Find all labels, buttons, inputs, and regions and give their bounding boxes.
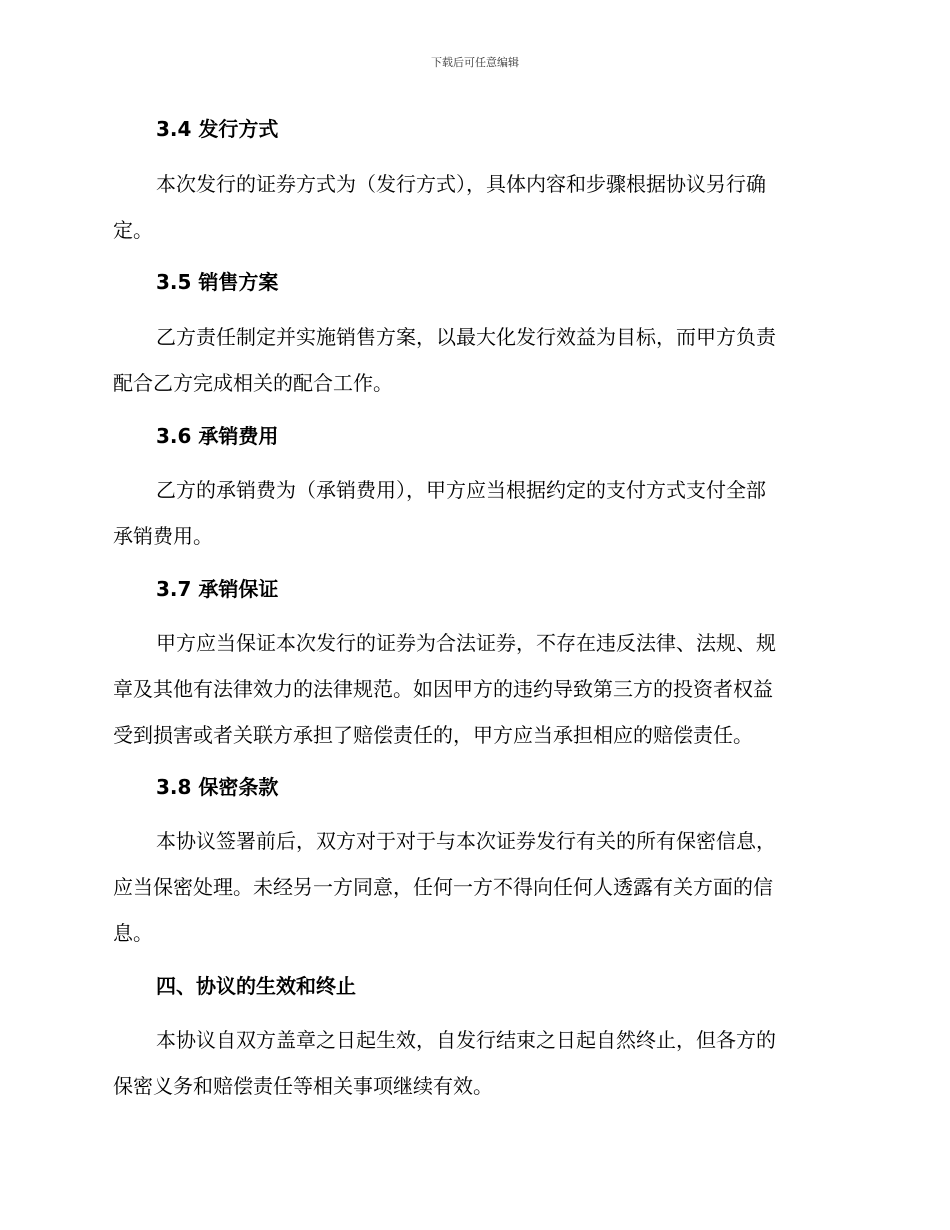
- section-heading-3-7: 3.7 承销保证: [156, 577, 279, 601]
- body-line: 章及其他有法律效力的法律规范。如因甲方的违约导致第三方的投资者权益: [113, 677, 773, 701]
- section-body-3-7: [113, 620, 831, 758]
- section-heading-3-6: 3.6 承销费用: [156, 424, 279, 448]
- section-heading-3-8: 3.8 保密条款: [156, 775, 279, 799]
- body-line: 保密义务和赔偿责任等相关事项继续有效。: [113, 1074, 493, 1098]
- section-body-3-5: [113, 314, 831, 406]
- body-line: 本协议签署前后，双方对于对于与本次证券发行有关的所有保密信息，: [156, 829, 776, 853]
- body-line: 配合乙方完成相关的配合工作。: [113, 371, 393, 395]
- body-line: 应当保密处理。未经另一方同意，任何一方不得向任何人透露有关方面的信: [113, 875, 773, 899]
- section-heading-4: 四、协议的生效和终止: [156, 974, 356, 998]
- body-line: 承销费用。: [113, 524, 213, 548]
- page-header: 下载后可任意编辑: [431, 56, 519, 69]
- body-line: 本协议自双方盖章之日起生效，自发行结束之日起自然终止，但各方的: [156, 1028, 776, 1052]
- section-body-4: [113, 1017, 831, 1109]
- body-line: 息。: [113, 921, 153, 945]
- body-line: 乙方责任制定并实施销售方案，以最大化发行效益为目标，而甲方负责: [156, 325, 776, 349]
- section-heading-3-5: 3.5 销售方案: [156, 270, 279, 294]
- body-line: 本次发行的证券方式为（发行方式），具体内容和步骤根据协议另行确: [156, 172, 766, 196]
- section-body-3-6: [113, 467, 831, 559]
- body-line: 甲方应当保证本次发行的证券为合法证券，不存在违反法律、法规、规: [156, 631, 776, 655]
- section-heading-3-4: 3.4 发行方式: [156, 117, 279, 141]
- body-line: 定。: [113, 218, 153, 242]
- body-line: 受到损害或者关联方承担了赔偿责任的，甲方应当承担相应的赔偿责任。: [113, 723, 753, 747]
- body-line: 乙方的承销费为（承销费用），甲方应当根据约定的支付方式支付全部: [156, 478, 766, 502]
- section-body-3-4: [113, 161, 831, 253]
- section-body-3-8: [113, 818, 831, 956]
